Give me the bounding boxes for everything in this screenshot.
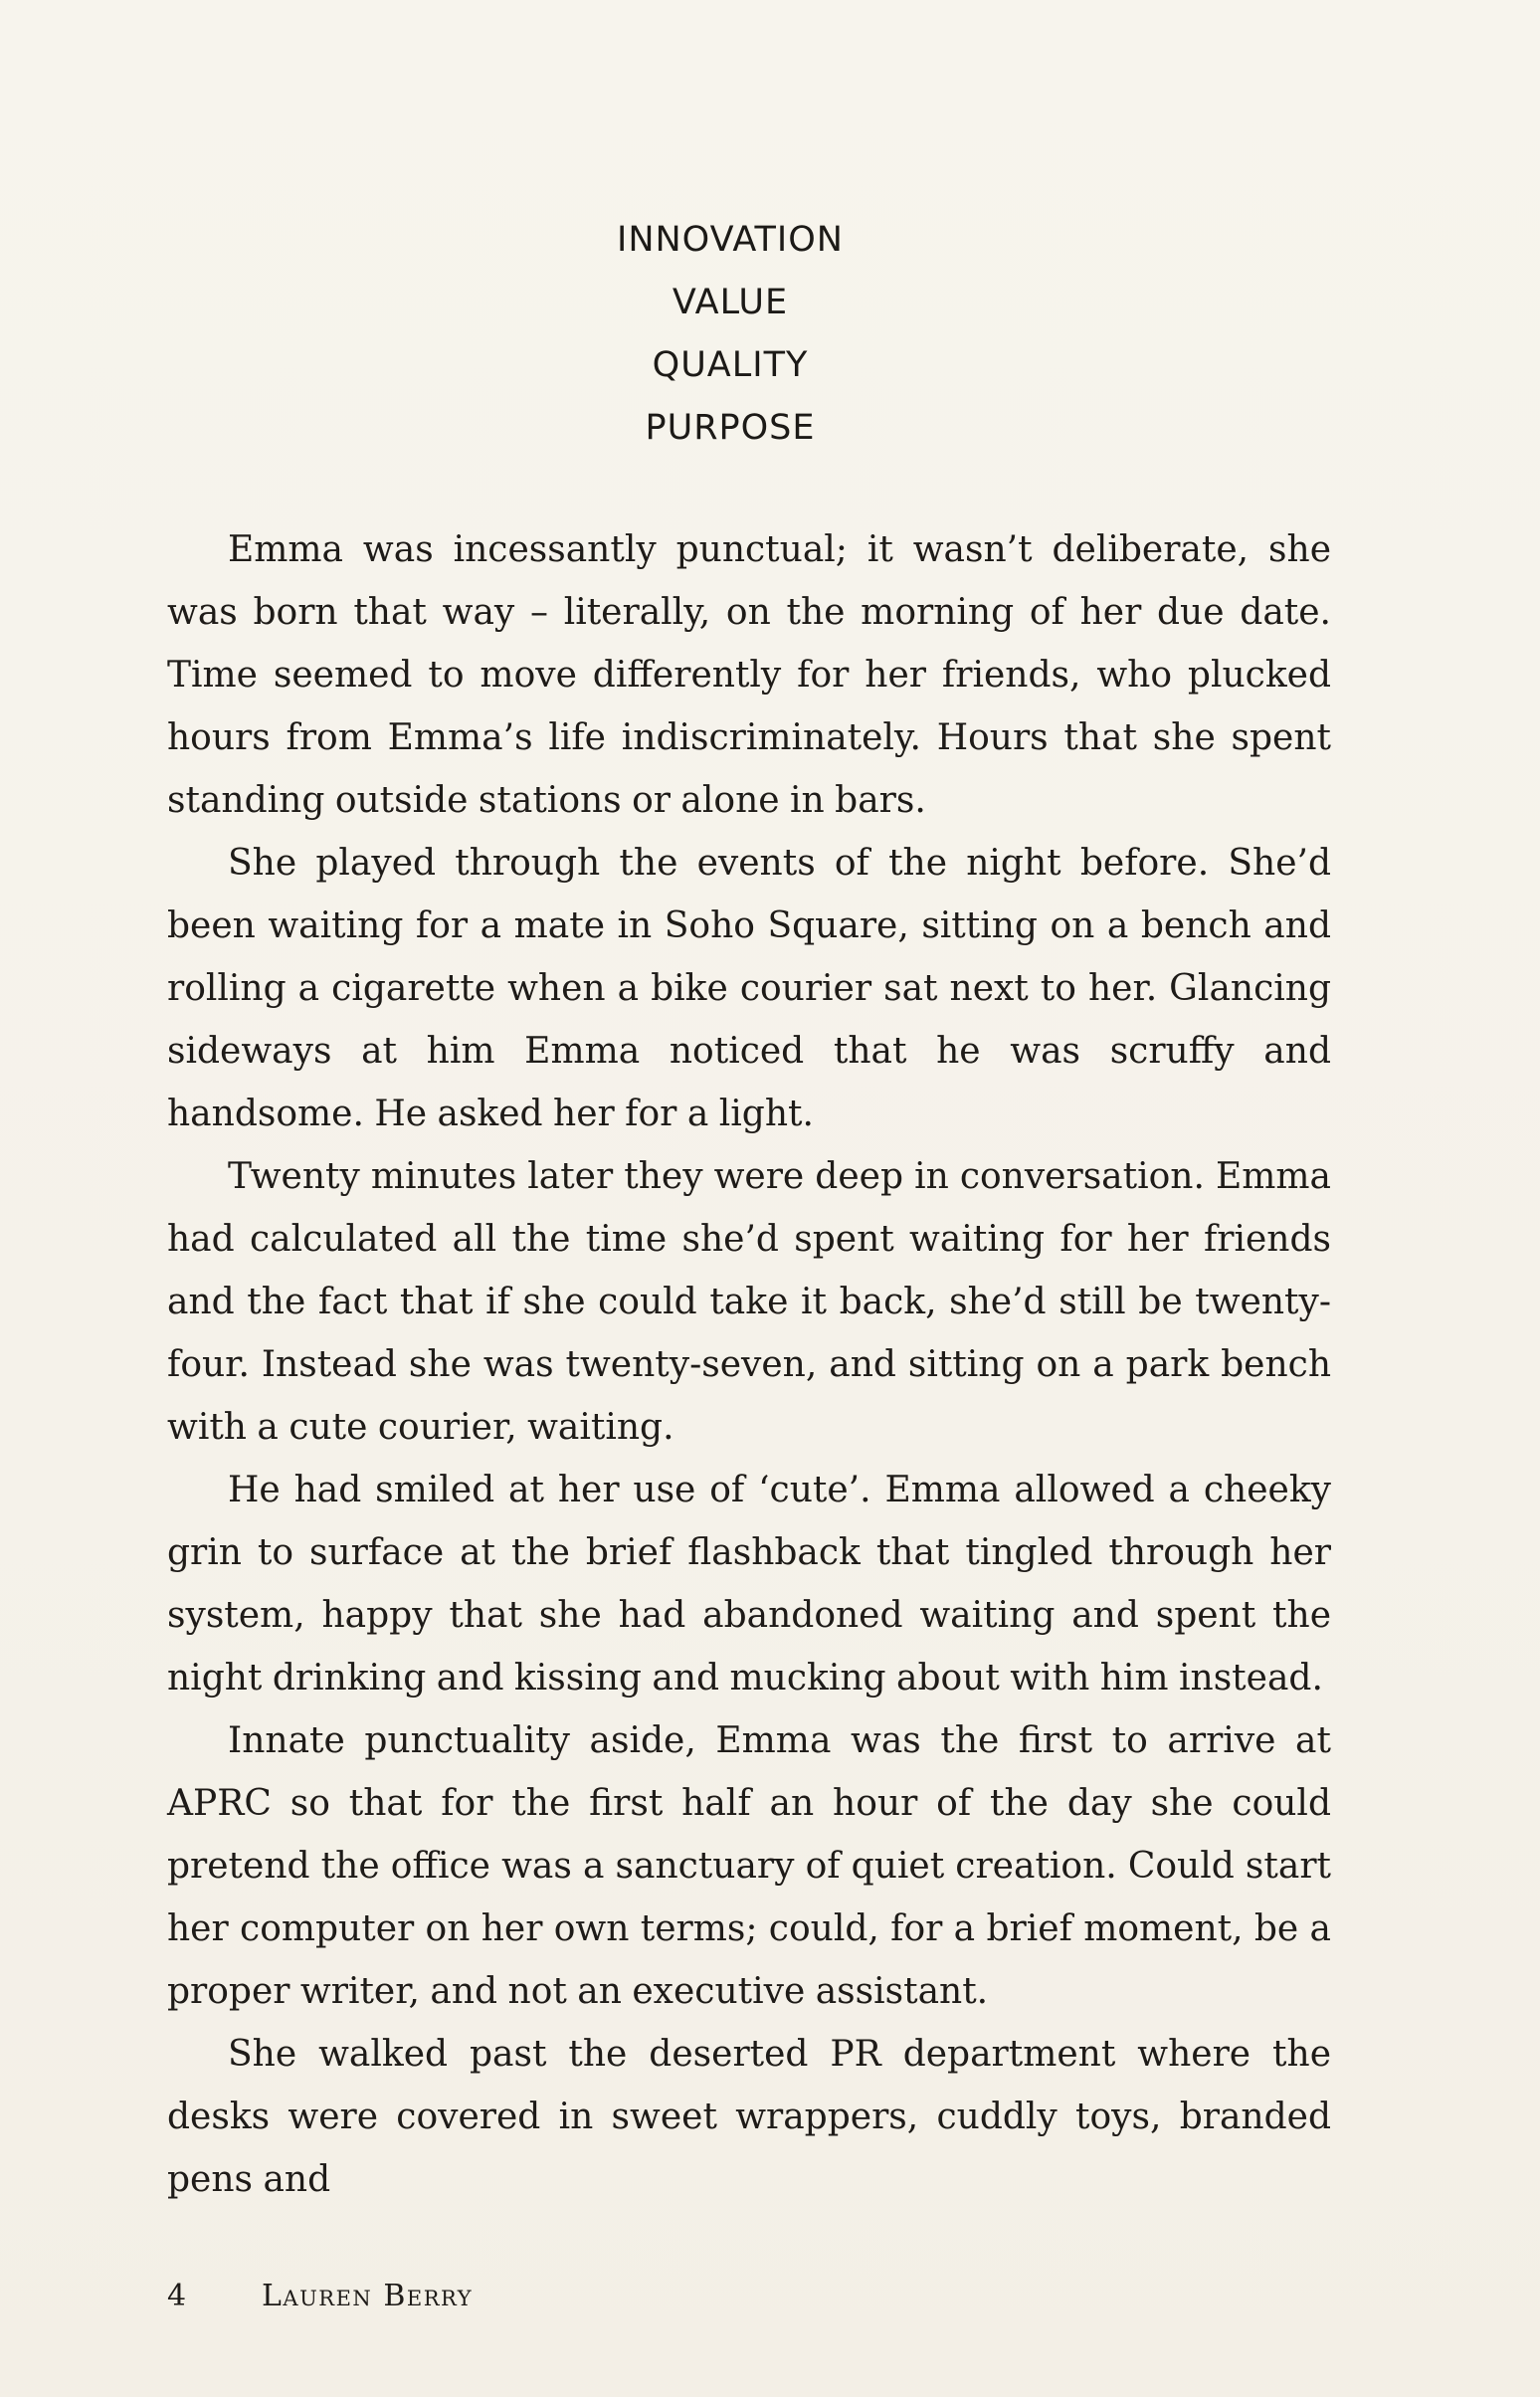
page-number: 4 bbox=[167, 2279, 187, 2313]
heading-line-value: VALUE bbox=[672, 283, 789, 322]
paragraph: She walked past the deserted PR department where the desks were covered in sweet wrappers, cuddly toys, branded pens and bbox=[167, 2034, 1331, 2200]
paragraph: She played through the events of the night before. She’d been waiting for a mate in Soho Square, sitting on a bench and rolling a cigarette when a bike courier sat next to her. Glancing sideways at him Emma noticed that he was scruffy and handsome. He asked her for a light. bbox=[167, 843, 1331, 1134]
body-text bbox=[167, 518, 1331, 2211]
heading-line-innovation: INNOVATION bbox=[617, 220, 844, 260]
running-head-author: Lauren Berry bbox=[262, 2279, 474, 2313]
paragraph: Innate punctuality aside, Emma was the first to arrive at APRC so that for the first half an hour of the day she could pretend the office was a sanctuary of quiet creation. Could start her computer on her own terms; could, for a brief moment, be a proper writer, and not an executive assistant. bbox=[167, 1720, 1331, 2012]
paragraph: Emma was incessantly punctual; it wasn’t deliberate, she was born that way – literally, on the morning of her due date. Time seemed to move differently for her friends, who plucked hours from Emma’s life indiscriminately. Hours that she spent standing outside stations or alone in bars. bbox=[167, 529, 1331, 821]
paragraph: He had smiled at her use of ‘cute’. Emma allowed a cheeky grin to surface at the brief flashback that tingled through her system, happy that she had abandoned waiting and spent the night drinking and kissing and mucking about with him instead. bbox=[167, 1470, 1331, 1698]
values-heading bbox=[0, 209, 1460, 460]
paragraph: Twenty minutes later they were deep in conversation. Emma had calculated all the time she’d spent waiting for her friends and the fact that if she could take it back, she’d still be twenty-four. Instead she was twenty-seven, and sitting on a park bench with a cute courier, waiting. bbox=[167, 1156, 1331, 1448]
page-footer bbox=[167, 2279, 473, 2313]
heading-line-purpose: PURPOSE bbox=[645, 408, 816, 448]
heading-line-quality: QUALITY bbox=[652, 345, 809, 385]
